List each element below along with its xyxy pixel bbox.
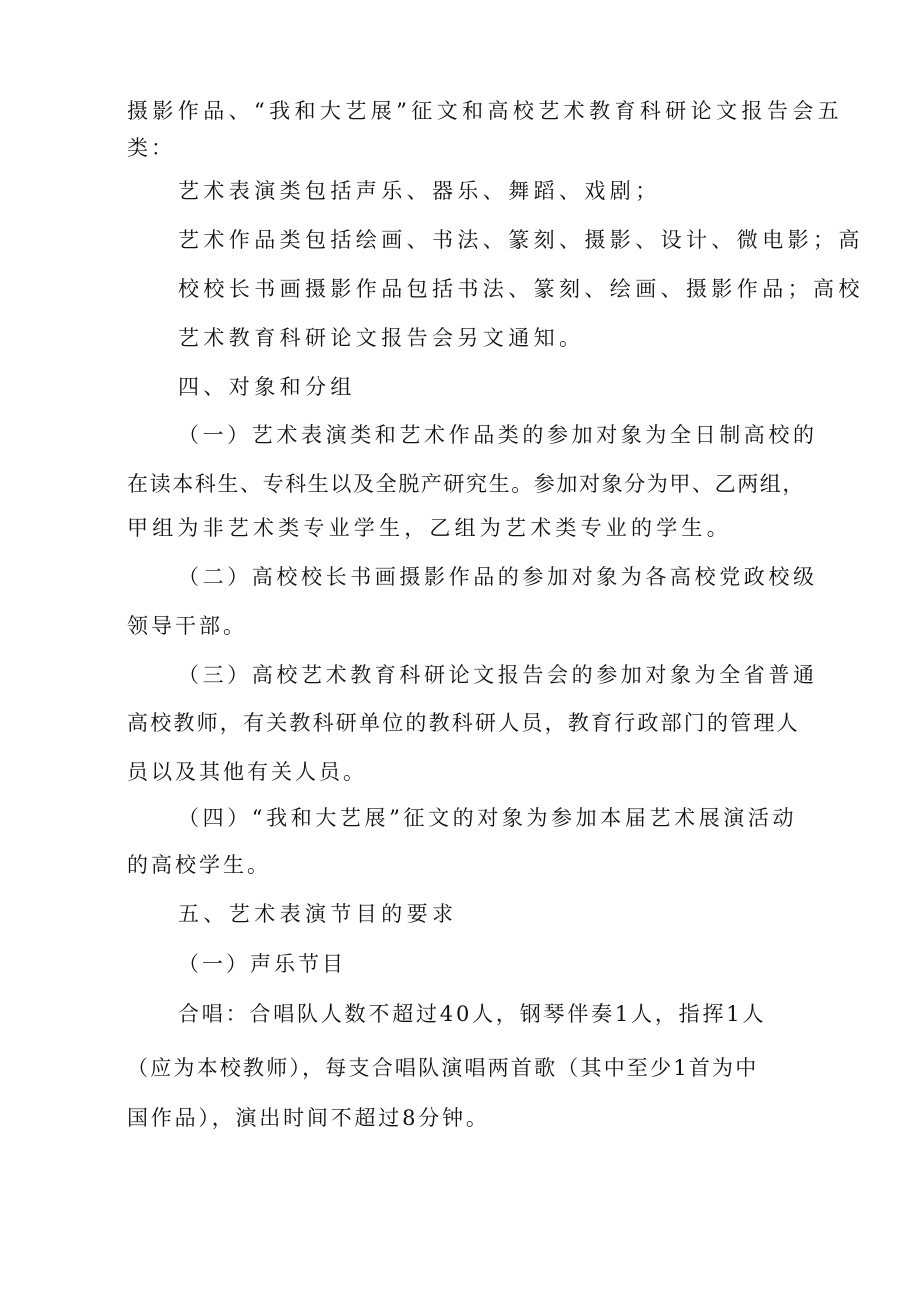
- text-line: 校校长书画摄影作品包括书法、篆刻、绘画、摄影作品；高校: [178, 277, 864, 301]
- text-line: （二）高校校长书画摄影作品的参加对象为各高校党政校级: [178, 565, 818, 589]
- text-line: 类：: [127, 136, 175, 160]
- text-line: 甲组为非艺术类专业学生，乙组为艺术类专业的学生。: [127, 516, 732, 540]
- text-line: 在读本科生、专科生以及全脱产研究生。参加对象分为甲、乙两组，: [127, 472, 805, 496]
- section-heading: 五、艺术表演节目的要求: [178, 902, 458, 926]
- subsection-heading: （一）声乐节目: [178, 952, 346, 976]
- text-line: 艺术作品类包括绘画、书法、篆刻、摄影、设计、微电影；高: [178, 228, 864, 252]
- text-line: 高校教师，有关教科研单位的教科研人员，教育行政部门的管理人: [127, 711, 800, 735]
- text-line: 领导干部。: [127, 614, 247, 638]
- text-line: 合唱：合唱队人数不超过40人，钢琴伴奏1人，指挥1人: [178, 1002, 767, 1026]
- text-line: （三）高校艺术教育科研论文报告会的参加对象为全省普通: [178, 663, 818, 687]
- text-line: 的高校学生。: [127, 853, 271, 877]
- section-heading: 四、对象和分组: [178, 375, 356, 399]
- text-line: （四）“我和大艺展”征文的对象为参加本届艺术展演活动: [178, 806, 798, 830]
- text-line: 艺术教育科研论文报告会另文通知。: [178, 326, 585, 350]
- text-line: 摄影作品、“我和大艺展”征文和高校艺术教育科研论文报告会五: [127, 99, 844, 123]
- text-line: 员以及其他有关人员。: [127, 760, 367, 784]
- text-line: （一）艺术表演类和艺术作品类的参加对象为全日制高校的: [178, 423, 818, 447]
- text-line: 艺术表演类包括声乐、器乐、舞蹈、戏剧；: [178, 179, 661, 203]
- text-line: 国作品），演出时间不超过8分钟。: [127, 1106, 490, 1130]
- text-line: （应为本校教师），每支合唱队演唱两首歌（其中至少1首为中: [127, 1056, 759, 1080]
